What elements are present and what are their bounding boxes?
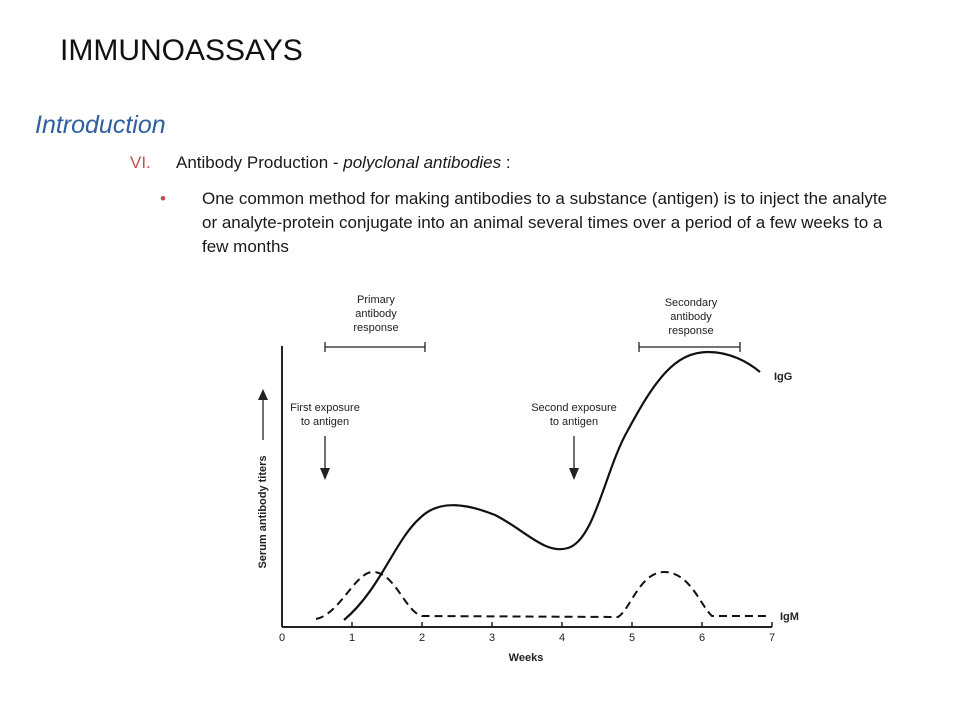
igg-label: IgG <box>774 371 793 383</box>
first-exposure-label-line: First exposure <box>290 402 360 414</box>
x-tick-label: 7 <box>768 632 776 644</box>
second-exposure-arrow-down-icon <box>569 468 579 480</box>
primary-bracket <box>325 342 425 352</box>
x-axis-label: Weeks <box>508 652 544 664</box>
second-exposure-label-line: to antigen <box>549 416 599 428</box>
y-axis-label: Serum antibody titers <box>257 455 269 569</box>
slide-title: IMMUNOASSAYS <box>60 34 303 67</box>
primary-label-line: antibody <box>355 308 397 320</box>
outline-heading-suffix: : <box>501 153 511 172</box>
bullet-text: One common method for making antibodies to a substance (antigen) is to inject the analyte or analyte-protein conjugate into an animal several times over a period of a few weeks to a few months <box>202 189 888 256</box>
first-exposure-arrow-down-icon <box>320 468 330 480</box>
x-tick-label: 1 <box>348 632 356 644</box>
secondary-label-line: antibody <box>670 311 712 323</box>
y-arrow-up-icon <box>258 389 268 400</box>
igm-curve <box>316 572 770 619</box>
outline-number: VI. <box>130 153 151 172</box>
first-exposure-label-line: to antigen <box>300 416 350 428</box>
secondary-label-line: response <box>668 325 714 337</box>
outline-heading-italic: polyclonal antibodies <box>343 153 502 172</box>
x-tick-label: 3 <box>488 632 496 644</box>
bullet-dot-icon: • <box>160 189 166 208</box>
primary-label-line: Primary <box>357 294 395 306</box>
slide-subtitle: Introduction <box>35 111 166 139</box>
outline-heading: Antibody Production - <box>176 153 344 172</box>
x-tick-label: 6 <box>698 632 706 644</box>
primary-label-line: response <box>353 322 399 334</box>
secondary-bracket <box>639 342 740 352</box>
x-tick-label: 5 <box>628 632 636 644</box>
secondary-label-line: Secondary <box>664 297 718 309</box>
second-exposure-label-line: Second exposure <box>531 402 617 414</box>
igg-curve <box>344 352 760 620</box>
x-tick-label: 0 <box>278 632 286 644</box>
igm-label: IgM <box>780 611 799 623</box>
x-tick-label: 2 <box>418 632 426 644</box>
x-tick-label: 4 <box>558 632 566 644</box>
